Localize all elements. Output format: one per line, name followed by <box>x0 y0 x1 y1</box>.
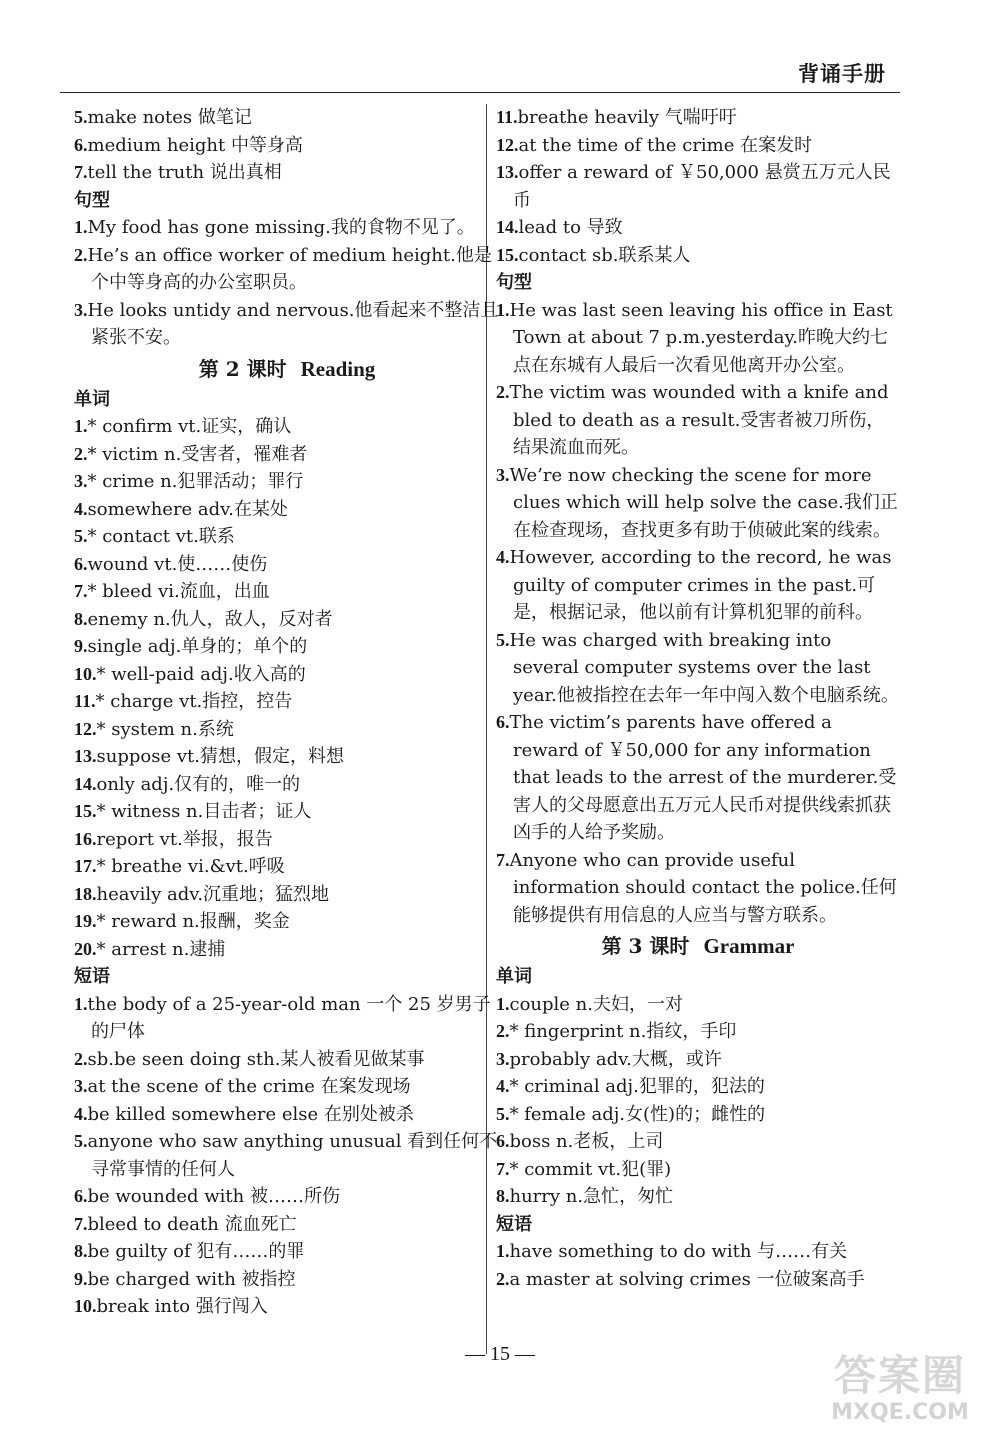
item-number: 4. <box>74 498 88 519</box>
list-item <box>74 1046 500 1074</box>
list-item <box>74 159 500 187</box>
list-item <box>74 991 500 1046</box>
list-item <box>496 1046 900 1074</box>
lesson-title <box>74 354 500 384</box>
item-number: 7. <box>496 849 510 870</box>
page-number: — 15 — <box>465 1343 535 1365</box>
item-number: 14. <box>74 773 97 794</box>
section-heading: 句型 <box>74 189 110 211</box>
item-text: heavily adv.沉重地；猛烈地 <box>96 883 330 905</box>
item-number: 7. <box>496 1158 510 1179</box>
item-text: at the scene of the crime 在案发现场 <box>87 1076 411 1097</box>
lesson-title-en: Grammar <box>703 934 795 958</box>
item-number: 4. <box>74 1103 88 1124</box>
list-item <box>74 1128 500 1183</box>
item-number: 3. <box>496 1048 510 1069</box>
item-text: boss n.老板，上司 <box>509 1131 664 1152</box>
item-number: 13. <box>74 746 97 766</box>
item-number: 10. <box>74 1296 97 1316</box>
item-number: 2. <box>74 244 88 265</box>
list-item <box>74 606 500 634</box>
list-item <box>74 1073 500 1101</box>
item-text: suppose vt.猜想，假定，料想 <box>96 746 344 767</box>
item-number: 8. <box>74 1241 88 1261</box>
item-text: medium height 中等身高 <box>87 134 303 156</box>
item-text: a master at solving crimes 一位破案高手 <box>509 1268 865 1290</box>
list-item <box>74 468 500 496</box>
list-item <box>74 798 500 826</box>
list-item <box>496 544 900 627</box>
item-number: 1. <box>74 217 88 237</box>
item-number: 5. <box>74 107 88 127</box>
item-number: 2. <box>496 1021 510 1041</box>
item-number: 6. <box>74 1186 88 1206</box>
item-number: 4. <box>496 547 510 567</box>
item-number: 19. <box>74 911 97 931</box>
item-text: The victim’s parents have offered a reward of ￥50,000 for any information that leads to the arrest of the murderer.受害人的父母愿意出五万元人民币对提供线索抓获凶手的人给予奖励。 <box>509 712 897 843</box>
list-item <box>496 242 900 270</box>
list-item <box>496 297 900 380</box>
item-number: 3. <box>74 471 88 491</box>
item-text: break into 强行闯入 <box>96 1296 268 1317</box>
item-number: 1. <box>496 993 510 1014</box>
item-number: 6. <box>496 712 510 732</box>
item-text: However, according to the record, he was guilty of computer crimes in the past.可是，根据记录，他以前有计算机犯罪的前科。 <box>509 547 892 623</box>
list-item <box>496 159 900 214</box>
item-text: * crime n.犯罪活动；罪行 <box>87 471 304 492</box>
item-text: * confirm vt.证实，确认 <box>87 416 292 437</box>
list-item <box>496 462 900 545</box>
item-text: at the time of the crime 在案发时 <box>518 134 813 156</box>
item-text: He was last seen leaving his office in East Town at about 7 p.m.yesterday.昨晚大约七点在东城有人最后一次看见他离开办公室。 <box>509 299 893 376</box>
item-number: 8. <box>74 608 88 629</box>
item-number: 6. <box>496 1131 510 1151</box>
list-item <box>496 379 900 462</box>
list-item <box>496 1073 900 1101</box>
lesson-title <box>496 931 900 961</box>
item-number: 9. <box>74 636 88 656</box>
item-text: make notes 做笔记 <box>87 107 252 128</box>
item-text: * bleed vi.流血，出血 <box>87 581 270 602</box>
item-number: 13. <box>496 162 519 182</box>
item-number: 1. <box>74 993 88 1014</box>
item-text: * commit vt.犯(罪) <box>509 1158 672 1180</box>
item-number: 4. <box>496 1076 510 1096</box>
section-heading: 短语 <box>496 1213 532 1235</box>
item-text: * female adj.女(性)的；雌性的 <box>509 1103 766 1125</box>
list-item <box>74 716 500 744</box>
item-text: * charge vt.指控，控告 <box>95 691 293 712</box>
item-text: lead to 导致 <box>518 217 623 238</box>
item-text: tell the truth 说出真相 <box>87 162 282 183</box>
list-item <box>496 104 900 132</box>
list-item <box>74 242 500 297</box>
watermark-top: 答案圈 <box>833 1351 966 1400</box>
item-text: be killed somewhere else 在别处被杀 <box>87 1103 414 1125</box>
item-number: 20. <box>74 938 97 959</box>
item-text: hurry n.急忙，匆忙 <box>509 1186 674 1207</box>
list-item <box>74 936 500 964</box>
item-text: We’re now checking the scene for more clues which will help solve the case.我们正在检查现场，查找更多有助于侦破此案的线索。 <box>509 464 898 541</box>
item-text: contact sb.联系某人 <box>518 244 691 266</box>
item-text: probably adv.大概，或许 <box>509 1048 722 1070</box>
item-number: 11. <box>496 107 518 127</box>
item-number: 2. <box>496 382 510 402</box>
list-item <box>74 496 500 524</box>
list-item <box>74 297 500 352</box>
item-text: He’s an office worker of medium height.他是个中等身高的办公室职员。 <box>87 244 492 293</box>
item-number: 12. <box>496 134 519 155</box>
item-text: couple n.夫妇，一对 <box>509 993 683 1015</box>
item-number: 12. <box>74 718 97 739</box>
list-item <box>496 847 900 930</box>
item-number: 6. <box>74 553 88 574</box>
list-item <box>496 1266 900 1294</box>
item-text: wound vt.使……使伤 <box>87 553 268 575</box>
item-number: 5. <box>74 526 88 546</box>
list-item <box>496 1018 900 1046</box>
lesson-title-en: Reading <box>300 356 376 381</box>
section-heading: 单词 <box>74 388 110 410</box>
item-number: 2. <box>74 1048 88 1069</box>
list-item <box>74 661 500 689</box>
list-item <box>74 214 500 242</box>
item-number: 7. <box>74 1213 88 1234</box>
list-item <box>74 881 500 909</box>
list-item <box>74 1183 500 1211</box>
item-text: the body of a 25-year-old man 一个 25 岁男子的尸体 <box>87 993 491 1042</box>
lesson-title-cn: 第 2 课时 <box>198 356 287 381</box>
item-text: be charged with 被指控 <box>87 1268 296 1290</box>
item-text: bleed to death 流血死亡 <box>87 1213 297 1235</box>
item-text: offer a reward of ￥50,000 悬赏五万元人民币 <box>513 162 891 211</box>
list-item <box>74 633 500 661</box>
item-number: 3. <box>74 299 88 320</box>
item-text: anyone who saw anything unusual 看到任何不寻常事情的任何人 <box>87 1131 498 1180</box>
item-number: 1. <box>496 299 510 320</box>
item-number: 1. <box>74 416 88 436</box>
item-number: 5. <box>496 1103 510 1124</box>
item-number: 2. <box>74 443 88 464</box>
list-item <box>496 1183 900 1211</box>
item-text: be wounded with 被……所伤 <box>87 1186 340 1207</box>
item-number: 14. <box>496 217 519 237</box>
item-number: 15. <box>496 244 519 265</box>
item-text: have something to do with 与……有关 <box>509 1241 848 1262</box>
item-text: breathe heavily 气喘吁吁 <box>517 107 737 128</box>
item-text: single adj.单身的；单个的 <box>87 636 308 657</box>
list-item <box>496 132 900 160</box>
item-text: * system n.系统 <box>96 718 234 740</box>
watermark-bottom: MXQE.COM <box>831 1400 969 1425</box>
item-number: 16. <box>74 828 97 849</box>
item-number: 10. <box>74 663 97 684</box>
item-number: 17. <box>74 856 97 876</box>
watermark-logo <box>810 1352 990 1434</box>
item-text: * reward n.报酬，奖金 <box>96 911 290 932</box>
list-item <box>496 991 900 1019</box>
item-number: 18. <box>74 883 97 904</box>
list-item <box>74 743 500 771</box>
list-item <box>74 441 500 469</box>
list-item <box>74 1238 500 1266</box>
item-text: The victim was wounded with a knife and bled to death as a result.受害者被刀所伤，结果流血而死。 <box>509 382 889 458</box>
right-column <box>496 104 900 1293</box>
item-text: only adj.仅有的，唯一的 <box>96 773 301 795</box>
item-text: * contact vt.联系 <box>87 526 235 547</box>
lesson-title-cn: 第 3 课时 <box>601 934 690 958</box>
item-number: 8. <box>496 1186 510 1206</box>
list-item <box>496 1128 900 1156</box>
item-text: My food has gone missing.我的食物不见了。 <box>87 217 475 238</box>
list-item <box>74 1211 500 1239</box>
item-number: 9. <box>74 1268 88 1289</box>
item-number: 15. <box>74 801 97 821</box>
item-text: He was charged with breaking into several computer systems over the last year.他被指控在去年一年中闯入数个电脑系统。 <box>509 629 899 706</box>
item-text: enemy n.仇人，敌人，反对者 <box>87 608 333 630</box>
list-item <box>74 1293 500 1321</box>
item-text: be guilty of 犯有……的罪 <box>87 1241 305 1262</box>
item-text: * witness n.目击者；证人 <box>96 801 312 822</box>
section-heading: 短语 <box>74 966 110 987</box>
list-item <box>496 709 900 847</box>
item-number: 5. <box>74 1131 88 1151</box>
item-text: * arrest n.逮捕 <box>96 938 226 960</box>
item-number: 1. <box>496 1241 510 1261</box>
item-text: sb.be seen doing sth.某人被看见做某事 <box>87 1048 425 1070</box>
list-item <box>74 826 500 854</box>
item-text: Anyone who can provide useful information should contact the police.任何能够提供有用信息的人应当与警方联系。 <box>509 849 897 926</box>
list-item <box>74 104 500 132</box>
list-item <box>74 688 500 716</box>
list-item <box>496 627 900 710</box>
left-column <box>74 104 500 1321</box>
item-number: 11. <box>74 691 96 711</box>
list-item <box>496 1101 900 1129</box>
section-heading: 句型 <box>496 272 532 293</box>
item-text: He looks untidy and nervous.他看起来不整洁且紧张不安。 <box>87 299 499 348</box>
item-number: 7. <box>74 162 88 182</box>
item-text: * breathe vi.&vt.呼吸 <box>96 856 285 877</box>
item-number: 3. <box>496 464 510 485</box>
list-item <box>74 771 500 799</box>
item-number: 3. <box>74 1076 88 1096</box>
list-item <box>74 523 500 551</box>
list-item <box>496 1238 900 1266</box>
item-text: * criminal adj.犯罪的，犯法的 <box>509 1076 765 1097</box>
item-text: * well-paid adj.收入高的 <box>96 663 306 685</box>
page-header-title: 背诵手册 <box>798 61 886 86</box>
list-item <box>74 578 500 606</box>
list-item <box>74 908 500 936</box>
list-item <box>74 1101 500 1129</box>
item-text: * fingerprint n.指纹，手印 <box>509 1021 737 1042</box>
item-number: 5. <box>496 629 510 650</box>
item-text: * victim n.受害者，罹难者 <box>87 443 308 465</box>
item-number: 7. <box>74 581 88 601</box>
list-item <box>74 551 500 579</box>
item-text: somewhere adv.在某处 <box>87 498 288 520</box>
header-rule <box>60 92 900 93</box>
list-item <box>74 1266 500 1294</box>
list-item <box>74 132 500 160</box>
item-number: 6. <box>74 134 88 155</box>
list-item <box>496 214 900 242</box>
list-item <box>74 853 500 881</box>
list-item <box>74 413 500 441</box>
item-number: 2. <box>496 1268 510 1289</box>
item-text: report vt.举报，报告 <box>96 828 273 850</box>
list-item <box>496 1156 900 1184</box>
section-heading: 单词 <box>496 966 532 987</box>
